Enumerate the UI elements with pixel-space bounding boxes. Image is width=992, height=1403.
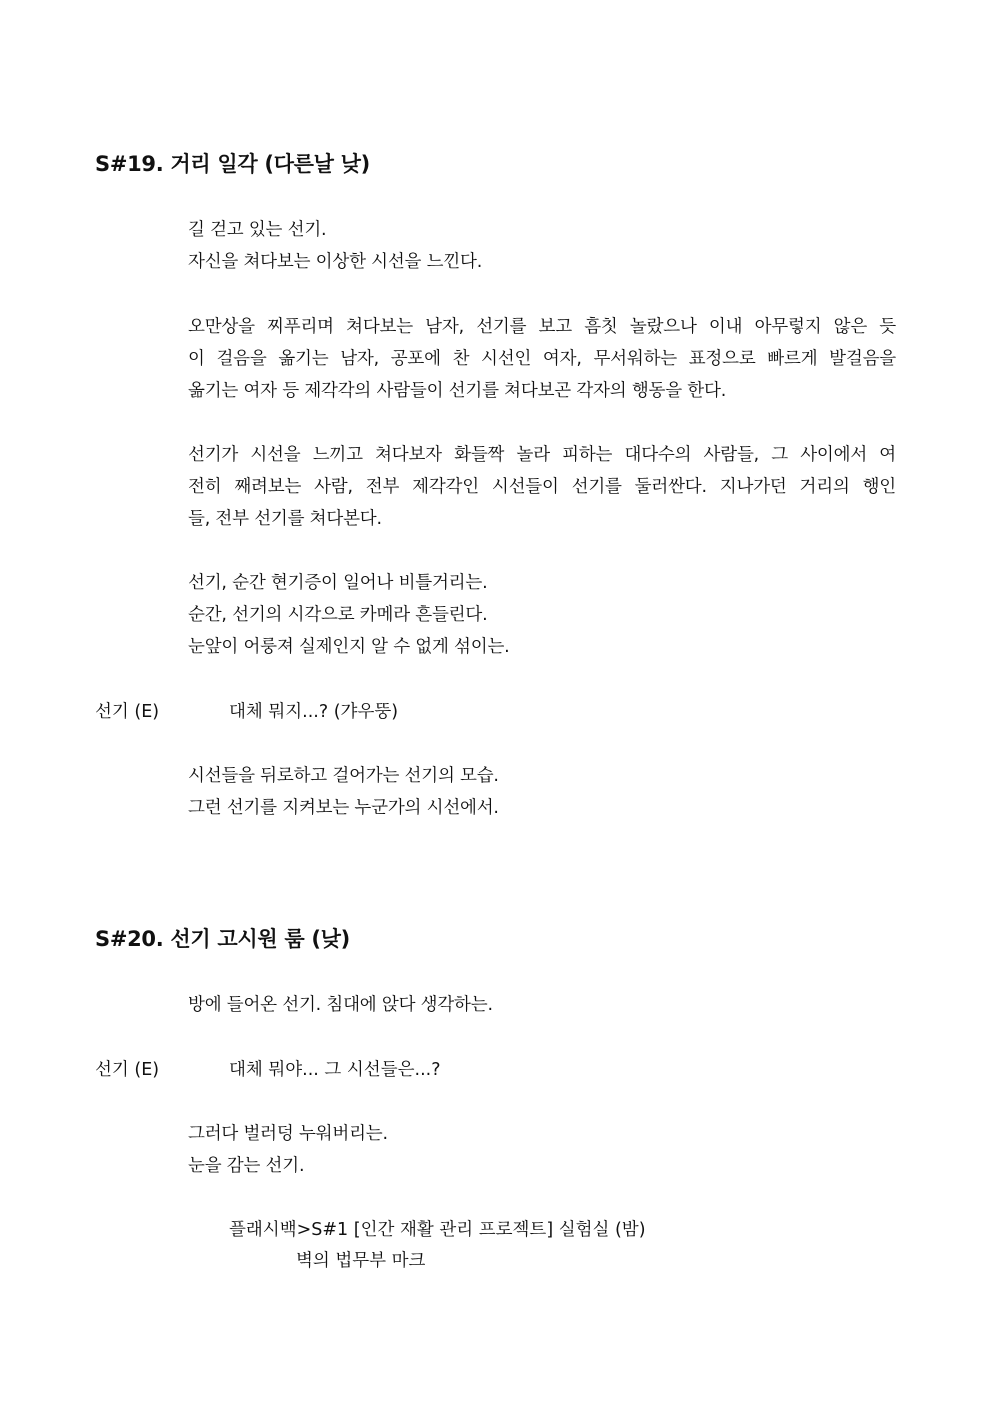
action-line: 순간, 선기의 시각으로 카메라 흔들린다. (188, 605, 488, 625)
action-line: 옮기는 여자 등 제각각의 사람들이 선기를 쳐다보곤 각자의 행동을 한다. (188, 381, 727, 401)
flashback-line: 플래시백>S#1 [인간 재활 관리 프로젝트] 실험실 (밤) (229, 1220, 646, 1240)
scene-heading: S#20. 선기 고시원 룸 (낮) (95, 927, 350, 951)
scene-heading: S#19. 거리 일각 (다른날 낮) (95, 152, 370, 176)
action-line: 그런 선기를 지켜보는 누군가의 시선에서. (188, 798, 499, 818)
action-line: 선기가 시선을 느끼고 쳐다보자 화들짝 놀라 피하는 대다수의 사람들, 그 사이에서 여 (188, 445, 896, 465)
action-line: 방에 들어온 선기. 침대에 앉다 생각하는. (188, 995, 493, 1015)
action-line: 선기, 순간 현기증이 일어나 비틀거리는. (188, 573, 488, 593)
action-line: 자신을 쳐다보는 이상한 시선을 느낀다. (188, 252, 483, 272)
action-line: 전히 째려보는 사람, 전부 제각각인 시선들이 선기를 둘러싼다. 지나가던 거리의 행인 (188, 477, 896, 497)
action-line: 오만상을 찌푸리며 쳐다보는 남자, 선기를 보고 흠칫 놀랐으나 이내 아무렇지 않은 듯 (188, 317, 896, 337)
dialogue-line: 대체 뭐야... 그 시선들은...? (229, 1060, 441, 1080)
dialogue-speaker: 선기 (E) (95, 702, 160, 722)
action-line: 눈을 감는 선기. (188, 1156, 305, 1176)
action-line: 길 걷고 있는 선기. (188, 220, 327, 240)
action-line: 이 걸음을 옮기는 남자, 공포에 찬 시선인 여자, 무서워하는 표정으로 빠르게 발걸음을 (188, 349, 896, 369)
action-line: 눈앞이 어룽져 실제인지 알 수 없게 섞이는. (188, 637, 510, 657)
action-line: 그러다 벌러덩 누워버리는. (188, 1124, 388, 1144)
action-line: 시선들을 뒤로하고 걸어가는 선기의 모습. (188, 766, 499, 786)
flashback-detail: 벽의 법무부 마크 (296, 1251, 426, 1271)
action-line: 들, 전부 선기를 쳐다본다. (188, 509, 382, 529)
dialogue-line: 대체 뭐지...? (갸우뚱) (229, 702, 399, 722)
dialogue-speaker: 선기 (E) (95, 1060, 160, 1080)
